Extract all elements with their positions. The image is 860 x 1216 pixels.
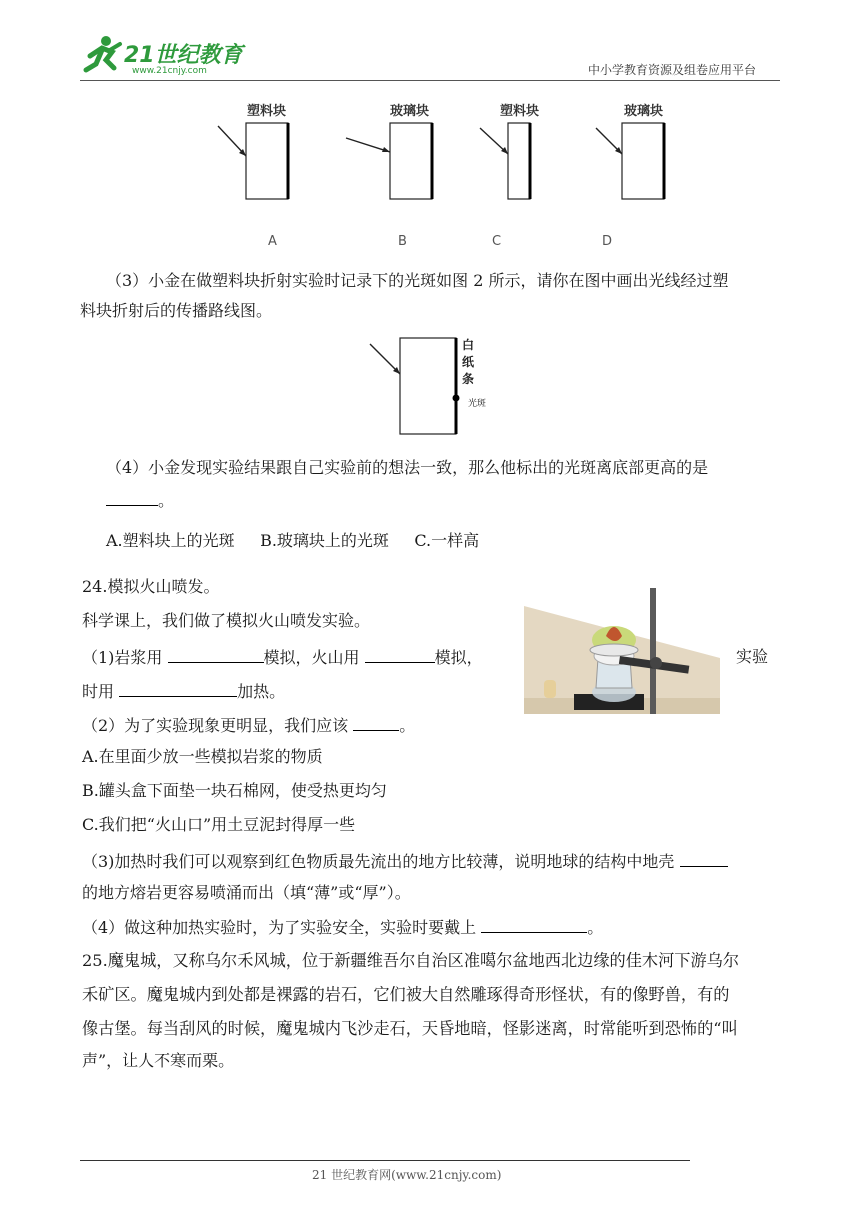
block-b-diagram xyxy=(342,122,442,202)
volcano-material-blank[interactable] xyxy=(365,646,435,663)
block-a-label: 塑料块 xyxy=(247,104,287,119)
heat-source-blank[interactable] xyxy=(119,680,237,697)
q3-line2: 料块折射后的传播路线图。 xyxy=(80,301,273,320)
q3-line1: （3）小金在做塑料块折射实验时记录下的光斑如图 2 所示，请你在图中画出光线经过塑 xyxy=(106,271,729,290)
q4-line2: 。 xyxy=(106,489,174,512)
footer-text: 21 世纪教育网(www.21cnjy.com) xyxy=(312,1168,502,1182)
block-c-letter: C xyxy=(492,234,502,249)
q24-p4: （4）做这种加热实验时，为了实验安全，实验时要戴上 。 xyxy=(82,918,604,937)
logo-url: www.21cnjy.com xyxy=(132,66,207,76)
q24-option-b: B.罐头盒下面垫一块石棉网，使受热更均匀 xyxy=(82,781,387,800)
block-d-diagram xyxy=(592,122,672,202)
q24-option-a: A.在里面少放一些模拟岩浆的物质 xyxy=(82,747,323,766)
block-d-label: 玻璃块 xyxy=(624,104,664,119)
magma-material-blank[interactable] xyxy=(168,646,264,663)
q24-p2: （2）为了实验现象更明显，我们应该 。 xyxy=(82,716,416,735)
q4-line1: （4）小金发现实验结果跟自己实验前的想法一致，那么他标出的光斑离底部更高的是 xyxy=(106,458,709,477)
q24-p1-line2: 时用 加热。 xyxy=(82,682,286,701)
q24-p1-line1: （1)岩浆用 模拟，火山用 模拟， xyxy=(82,648,483,667)
q25-line3: 像古堡。每当刮风的时候，魔鬼城内飞沙走石，天昏地暗，怪影迷离，时常能听到恐怖的“叫 xyxy=(82,1019,738,1038)
logo-title: 21世纪教育 xyxy=(124,43,243,68)
plastic-block-diagram xyxy=(366,334,466,438)
q25-line2: 禾矿区。魔鬼城内到处都是裸露的岩石，它们被大自然雕琢得奇形怪状，有的像野兽，有的 xyxy=(82,985,730,1004)
q24-p2-answer-blank[interactable] xyxy=(353,714,399,731)
q4-options: A.塑料块上的光斑 B.玻璃块上的光斑 C.一样高 xyxy=(106,531,480,550)
block-b-letter: B xyxy=(398,234,407,249)
runner-icon xyxy=(80,34,124,76)
q24-option-c: C.我们把“火山口”用土豆泥封得厚一些 xyxy=(82,815,356,834)
block-b-label: 玻璃块 xyxy=(390,104,430,119)
figure-light-spot xyxy=(366,334,506,438)
platform-name: 中小学教育资源及组卷应用平台 xyxy=(588,63,757,77)
q24-p3-line1: （3)加热时我们可以观察到红色物质最先流出的地方比较薄，说明地球的结构中地壳 xyxy=(82,850,728,873)
paper-strip-label-1: 白 xyxy=(462,338,475,352)
q24-title: 24.模拟火山喷发。 xyxy=(82,577,220,596)
q4-answer-blank[interactable] xyxy=(106,489,158,506)
header-rule xyxy=(80,80,780,81)
paper-strip-label-3: 条 xyxy=(462,372,475,386)
q25-line4: 声”，让人不寒而栗。 xyxy=(82,1051,235,1070)
q25-line1: 25.魔鬼城，又称乌尔禾风城，位于新疆维吾尔自治区准噶尔盆地西北边缘的佳木河下游乌尔 xyxy=(82,951,740,970)
footer-rule xyxy=(80,1160,690,1161)
block-c-label: 塑料块 xyxy=(500,104,540,119)
q24-p1-tail: 实验 xyxy=(736,647,769,666)
paper-strip-label-2: 纸 xyxy=(462,355,475,369)
block-a-diagram xyxy=(214,122,294,202)
light-spot-label: 光斑 xyxy=(468,399,487,409)
volcano-experiment-photo xyxy=(524,588,720,714)
crust-thickness-blank[interactable] xyxy=(680,850,728,867)
site-logo xyxy=(80,34,250,80)
q24-intro: 科学课上，我们做了模拟火山喷发实验。 xyxy=(82,611,371,630)
block-a-letter: A xyxy=(268,234,277,249)
safety-gear-blank[interactable] xyxy=(481,916,587,933)
block-c-diagram xyxy=(476,122,536,202)
figure-refraction-blocks xyxy=(200,96,680,256)
q24-p3-line2: 的地方熔岩更容易喷涌而出（填“薄”或“厚”）。 xyxy=(82,883,411,902)
block-d-letter: D xyxy=(602,234,613,249)
